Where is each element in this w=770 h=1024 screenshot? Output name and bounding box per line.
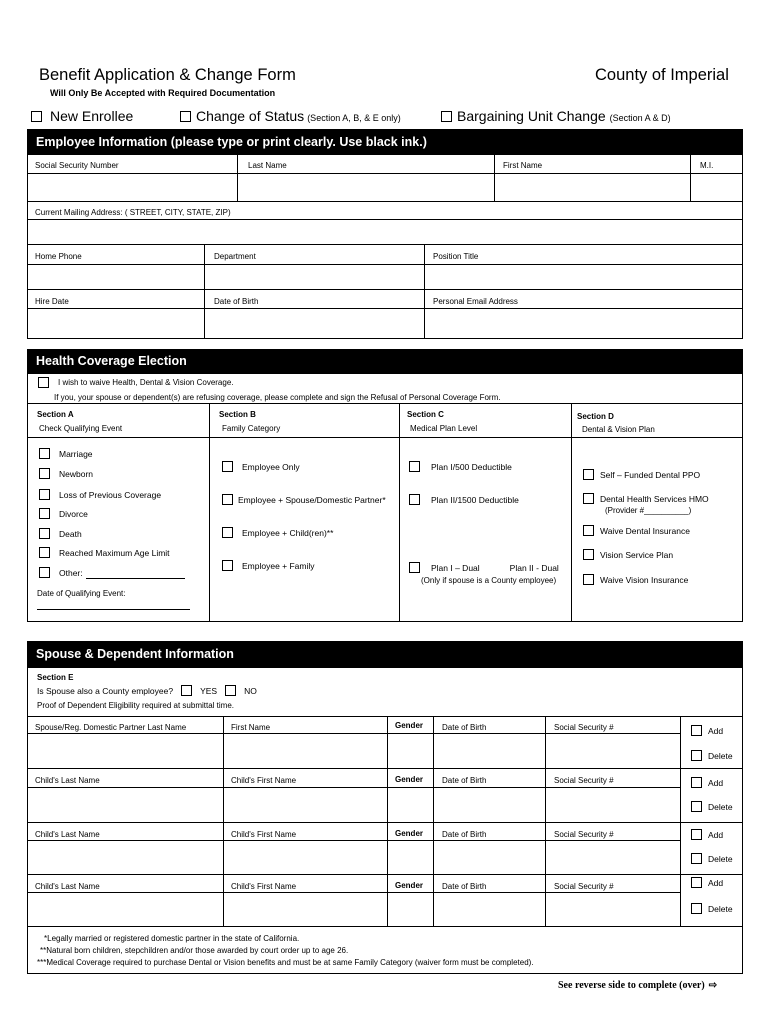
- vision-waive-option[interactable]: [583, 574, 688, 585]
- spouse-question-label: Is Spouse also a County employee?: [37, 685, 174, 696]
- waive-coverage-note: If you, your spouse or dependent(s) are refusing coverage, please complete and sign the Refusal of Personal Coverage Form.: [54, 393, 501, 402]
- new-enrollee-label: New Enrollee: [50, 108, 134, 124]
- event-divorce-label: Divorce: [59, 508, 88, 519]
- child-2-last-name-field[interactable]: [28, 841, 223, 874]
- spouse-gender-label: Gender: [395, 721, 424, 730]
- child-2-dob-label: Date of Birth: [442, 830, 487, 839]
- spouse-dob-label: Date of Birth: [442, 723, 487, 732]
- family-family-option[interactable]: [222, 560, 315, 571]
- event-loss-coverage-checkbox[interactable]: [39, 489, 50, 500]
- health-coverage-heading: [27, 349, 743, 373]
- child-3-dob-label: Date of Birth: [442, 882, 487, 891]
- spouse-dob-field[interactable]: [434, 734, 545, 768]
- spouse-delete-checkbox[interactable]: [691, 750, 702, 761]
- change-status-option[interactable]: [180, 108, 401, 124]
- spouse-first-name-field[interactable]: [224, 734, 387, 768]
- child-2-delete-checkbox[interactable]: [691, 853, 702, 864]
- child-1-ssn-field[interactable]: [546, 788, 680, 822]
- plan-dual-option[interactable]: [409, 562, 559, 573]
- vision-waive-checkbox[interactable]: [583, 574, 594, 585]
- arrow-right-icon: ⇨: [708, 980, 718, 991]
- plan-2-option[interactable]: [409, 494, 519, 505]
- hire-date-field[interactable]: [28, 309, 204, 338]
- family-children-label: Employee + Child(ren)**: [242, 527, 334, 538]
- dental-ppo-label: Self – Funded Dental PPO: [600, 469, 701, 480]
- new-enrollee-checkbox[interactable]: [31, 111, 42, 122]
- family-spouse-checkbox[interactable]: [222, 494, 233, 505]
- spouse-add-checkbox[interactable]: [691, 725, 702, 736]
- spouse-gender-field[interactable]: [388, 734, 433, 768]
- event-other-label: Other:: [59, 567, 83, 578]
- event-death-option[interactable]: [39, 528, 82, 539]
- child-3-gender-field[interactable]: [388, 893, 433, 925]
- last-name-field[interactable]: [238, 174, 494, 200]
- reverse-side-note: [558, 980, 717, 991]
- child-1-gender-field[interactable]: [388, 788, 433, 822]
- child-3-gender-label: Gender: [395, 881, 424, 890]
- spouse-ssn-field[interactable]: [546, 734, 680, 768]
- child-3-first-name-label: Child's First Name: [231, 882, 297, 891]
- event-max-age-label: Reached Maximum Age Limit: [59, 547, 170, 558]
- section-b-subtitle: Family Category: [222, 424, 281, 433]
- child-1-dob-label: Date of Birth: [442, 776, 487, 785]
- mi-field[interactable]: [691, 174, 742, 200]
- spouse-last-name-field[interactable]: [28, 734, 223, 768]
- plan-1-label: Plan I/500 Deductible: [431, 461, 512, 472]
- section-a-title: Section A: [37, 410, 74, 419]
- employee-info-heading: [27, 129, 743, 154]
- event-marriage-option[interactable]: [39, 448, 93, 459]
- dental-hmo-label: Dental Health Services HMO: [600, 493, 709, 504]
- spouse-yes-label: YES: [200, 685, 218, 696]
- child-1-dob-field[interactable]: [434, 788, 545, 822]
- event-marriage-label: Marriage: [59, 448, 93, 459]
- child-1-add-checkbox[interactable]: [691, 777, 702, 788]
- position-title-label: Position Title: [433, 252, 479, 261]
- event-newborn-checkbox[interactable]: [39, 468, 50, 479]
- family-employee-only-option[interactable]: [222, 461, 300, 472]
- event-death-label: Death: [59, 528, 82, 539]
- section-e-title: Section E: [37, 673, 74, 682]
- child-1-first-name-field[interactable]: [224, 788, 387, 822]
- spouse-last-name-label: Spouse/Reg. Domestic Partner Last Name: [35, 723, 187, 732]
- email-label: Personal Email Address: [433, 297, 518, 306]
- family-children-checkbox[interactable]: [222, 527, 233, 538]
- dental-ppo-checkbox[interactable]: [583, 469, 594, 480]
- event-other-checkbox[interactable]: [39, 567, 50, 578]
- section-b-title: Section B: [219, 410, 256, 419]
- spouse-no-checkbox[interactable]: [225, 685, 236, 696]
- dental-hmo-provider[interactable]: (Provider #__________): [605, 506, 692, 515]
- spouse-delete-label: Delete: [708, 750, 733, 761]
- child-3-first-name-field[interactable]: [224, 893, 387, 925]
- dental-waive-option[interactable]: [583, 525, 690, 536]
- dental-hmo-option[interactable]: [583, 493, 709, 504]
- child-2-ssn-label: Social Security #: [554, 830, 614, 839]
- dental-hmo-checkbox[interactable]: [583, 493, 594, 504]
- family-employee-only-label: Employee Only: [242, 461, 300, 472]
- first-name-field[interactable]: [495, 174, 690, 200]
- bargaining-option[interactable]: [441, 108, 671, 124]
- child-2-gender-field[interactable]: [388, 841, 433, 874]
- spouse-no-label: NO: [244, 685, 257, 696]
- change-status-label: Change of Status: [196, 108, 305, 124]
- event-marriage-checkbox[interactable]: [39, 448, 50, 459]
- child-2-last-name-label: Child's Last Name: [35, 830, 100, 839]
- event-divorce-checkbox[interactable]: [39, 508, 50, 519]
- plan-1-option[interactable]: [409, 461, 512, 472]
- family-family-label: Employee + Family: [242, 560, 315, 571]
- plan-dual-2-label: Plan II - Dual: [509, 562, 559, 573]
- footnote-spouse: *Legally married or registered domestic partner in the state of California.: [44, 934, 300, 943]
- dob-field[interactable]: [205, 309, 424, 338]
- dependent-proof-note: Proof of Dependent Eligibility required at submittal time.: [37, 701, 234, 710]
- dependents-title: Spouse & Dependent Information: [36, 647, 234, 661]
- dob-label: Date of Birth: [214, 297, 259, 306]
- event-other-option[interactable]: [39, 567, 83, 578]
- section-d-subtitle: Dental & Vision Plan: [582, 425, 655, 434]
- bargaining-checkbox[interactable]: [441, 111, 452, 122]
- first-name-label: First Name: [503, 161, 543, 170]
- vision-waive-label: Waive Vision Insurance: [600, 574, 689, 585]
- event-newborn-option[interactable]: [39, 468, 93, 479]
- change-status-checkbox[interactable]: [180, 111, 191, 122]
- child-2-add-label: Add: [708, 829, 724, 840]
- dental-ppo-option[interactable]: [583, 469, 700, 480]
- child-1-add-label: Add: [708, 777, 724, 788]
- family-children-option[interactable]: [222, 527, 333, 538]
- family-spouse-option[interactable]: [222, 494, 386, 505]
- event-newborn-label: Newborn: [59, 468, 94, 479]
- home-phone-label: Home Phone: [35, 252, 82, 261]
- plan-1-checkbox[interactable]: [409, 461, 420, 472]
- spouse-first-name-label: First Name: [231, 723, 271, 732]
- event-loss-coverage-option[interactable]: [39, 489, 161, 500]
- plan-2-checkbox[interactable]: [409, 494, 420, 505]
- mi-label: M.I.: [700, 161, 714, 170]
- child-2-dob-field[interactable]: [434, 841, 545, 874]
- child-2-delete-option[interactable]: [691, 853, 733, 864]
- plan-2-label: Plan II/1500 Deductible: [431, 494, 519, 505]
- qualifying-date-label: Date of Qualifying Event:: [37, 589, 126, 598]
- child-3-dob-field[interactable]: [434, 893, 545, 925]
- child-1-last-name-field[interactable]: [28, 788, 223, 822]
- dental-waive-checkbox[interactable]: [583, 525, 594, 536]
- section-c-subtitle: Medical Plan Level: [410, 424, 478, 433]
- employee-info-title: Employee Information (please type or print clearly. Use black ink.): [36, 134, 427, 149]
- address-field[interactable]: [28, 220, 742, 243]
- spouse-question-row: [37, 685, 257, 696]
- section-c-title: Section C: [407, 410, 444, 419]
- waive-coverage-checkbox[interactable]: [38, 377, 49, 388]
- child-1-delete-checkbox[interactable]: [691, 801, 702, 812]
- form-title: Benefit Application & Change Form: [39, 66, 296, 84]
- new-enrollee-option[interactable]: [31, 108, 133, 124]
- child-3-delete-option[interactable]: [691, 903, 733, 914]
- child-2-add-option[interactable]: [691, 829, 723, 840]
- child-1-add-option[interactable]: [691, 777, 723, 788]
- child-1-last-name-label: Child's Last Name: [35, 776, 100, 785]
- family-family-checkbox[interactable]: [222, 560, 233, 571]
- child-3-delete-checkbox[interactable]: [691, 903, 702, 914]
- form-subtitle: Will Only Be Accepted with Required Documentation: [50, 88, 276, 98]
- child-1-ssn-label: Social Security #: [554, 776, 614, 785]
- hire-date-label: Hire Date: [35, 297, 69, 306]
- vision-vsp-checkbox[interactable]: [583, 549, 594, 560]
- child-3-delete-label: Delete: [708, 903, 733, 914]
- child-3-last-name-label: Child's Last Name: [35, 882, 100, 891]
- child-3-last-name-field[interactable]: [28, 893, 223, 925]
- health-coverage-title: Health Coverage Election: [36, 354, 187, 368]
- position-title-field[interactable]: [425, 265, 742, 288]
- ssn-field[interactable]: [28, 174, 237, 200]
- dental-waive-label: Waive Dental Insurance: [600, 525, 690, 536]
- reverse-side-label: See reverse side to complete (over): [558, 980, 705, 991]
- spouse-delete-option[interactable]: [691, 750, 733, 761]
- email-field[interactable]: [425, 309, 742, 338]
- section-a-subtitle: Check Qualifying Event: [39, 424, 123, 433]
- footnote-children: **Natural born children, stepchildren and/or those awarded by court order up to age 26.: [40, 946, 349, 955]
- family-spouse-label: Employee + Spouse/Domestic Partner*: [238, 494, 386, 505]
- child-2-first-name-label: Child's First Name: [231, 830, 297, 839]
- waive-coverage-label: I wish to waive Health, Dental & Vision Coverage.: [58, 378, 234, 387]
- spouse-ssn-label: Social Security #: [554, 723, 614, 732]
- child-1-first-name-label: Child's First Name: [231, 776, 297, 785]
- spouse-add-option[interactable]: [691, 725, 723, 736]
- ssn-label: Social Security Number: [35, 161, 119, 170]
- department-field[interactable]: [205, 265, 424, 288]
- waive-coverage-option[interactable]: [38, 377, 234, 388]
- vision-vsp-label: Vision Service Plan: [600, 549, 674, 560]
- child-2-ssn-field[interactable]: [546, 841, 680, 874]
- spouse-yes-checkbox[interactable]: [181, 685, 192, 696]
- event-loss-coverage-label: Loss of Previous Coverage: [59, 489, 162, 500]
- address-label: Current Mailing Address: ( STREET, CITY, STATE, ZIP): [35, 208, 231, 217]
- child-1-delete-option[interactable]: [691, 801, 733, 812]
- event-max-age-checkbox[interactable]: [39, 547, 50, 558]
- section-d-title: Section D: [577, 412, 614, 421]
- footnote-medical: ***Medical Coverage required to purchase Dental or Vision benefits and must be at same Family Category (waiver form must be completed).: [37, 958, 534, 967]
- plan-dual-checkbox[interactable]: [409, 562, 420, 573]
- spouse-add-label: Add: [708, 725, 724, 736]
- county-name: County of Imperial: [595, 66, 729, 84]
- family-employee-only-checkbox[interactable]: [222, 461, 233, 472]
- child-3-add-label: Add: [708, 877, 724, 888]
- change-status-note: (Section A, B, & E only): [307, 112, 401, 123]
- child-2-add-checkbox[interactable]: [691, 829, 702, 840]
- event-max-age-option[interactable]: [39, 547, 170, 558]
- plan-dual-1-label: Plan I – Dual: [431, 562, 480, 573]
- qualifying-date-field[interactable]: [37, 609, 190, 610]
- child-2-first-name-field[interactable]: [224, 841, 387, 874]
- dependents-heading: [27, 641, 743, 667]
- department-label: Department: [214, 252, 256, 261]
- child-2-delete-label: Delete: [708, 853, 733, 864]
- bargaining-label: Bargaining Unit Change: [457, 108, 606, 124]
- event-death-checkbox[interactable]: [39, 528, 50, 539]
- event-divorce-option[interactable]: [39, 508, 88, 519]
- last-name-label: Last Name: [248, 161, 287, 170]
- child-3-add-checkbox[interactable]: [691, 877, 702, 888]
- child-1-delete-label: Delete: [708, 801, 733, 812]
- child-2-gender-label: Gender: [395, 829, 424, 838]
- plan-dual-note: (Only if spouse is a County employee): [421, 576, 557, 585]
- event-other-field[interactable]: [86, 578, 185, 579]
- home-phone-field[interactable]: [28, 265, 204, 288]
- child-3-ssn-field[interactable]: [546, 893, 680, 925]
- bargaining-note: (Section A & D): [609, 112, 671, 123]
- child-3-add-option[interactable]: [691, 877, 723, 888]
- child-1-gender-label: Gender: [395, 775, 424, 784]
- child-3-ssn-label: Social Security #: [554, 882, 614, 891]
- vision-vsp-option[interactable]: [583, 549, 673, 560]
